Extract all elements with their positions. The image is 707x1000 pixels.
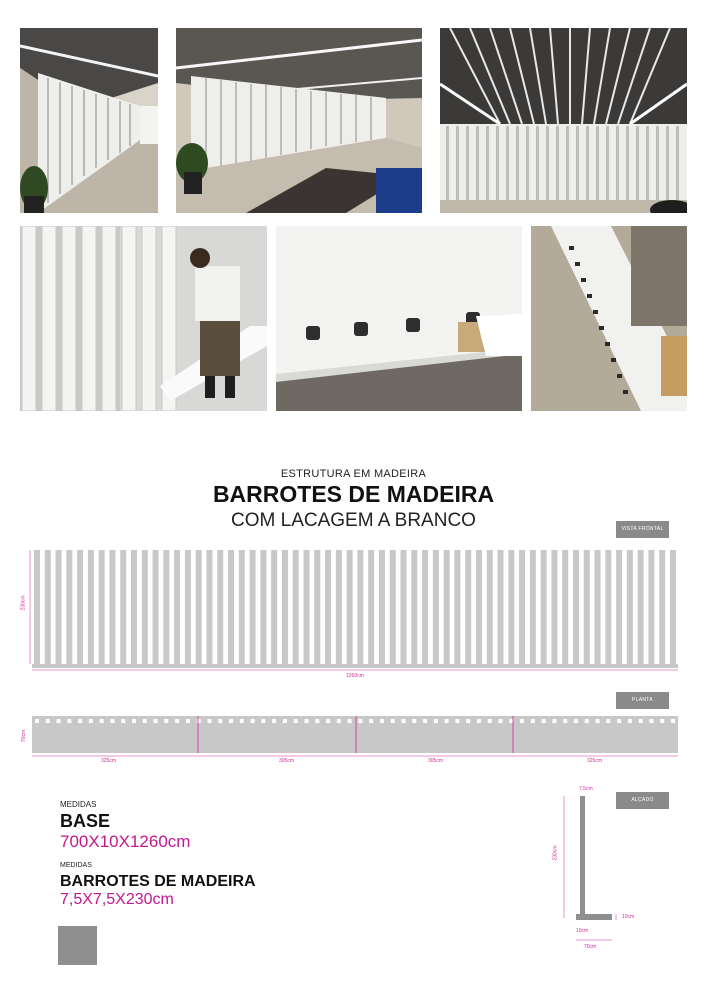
front-bar	[206, 550, 212, 664]
front-bar	[616, 550, 622, 664]
front-bar	[88, 550, 94, 664]
front-bar	[659, 550, 665, 664]
photo-wall-front-view	[440, 28, 687, 213]
plan-bar-position	[660, 719, 664, 723]
plan-bar-position	[358, 719, 362, 723]
plan-bar-position	[326, 719, 330, 723]
front-bar	[314, 550, 320, 664]
front-bar	[573, 550, 579, 664]
front-bar	[357, 550, 363, 664]
elevation-height-label: 230cm	[552, 845, 559, 861]
plan-bar-position	[164, 719, 168, 723]
elevation-width-label: 70cm	[584, 944, 597, 950]
front-bar	[541, 550, 547, 664]
plan-bar-position	[89, 719, 93, 723]
plan-bar-position	[574, 719, 578, 723]
elevation-base-label: 10cm	[576, 928, 589, 934]
plan-view-drawing	[32, 716, 678, 756]
front-bar	[508, 550, 514, 664]
photo-base-board-top	[531, 226, 687, 411]
plan-bar-position	[110, 719, 114, 723]
plan-bar-position	[412, 719, 416, 723]
front-bar	[260, 550, 266, 664]
front-bar	[433, 550, 439, 664]
front-bar	[454, 550, 460, 664]
front-bar	[487, 550, 493, 664]
plan-bar-position	[337, 719, 341, 723]
plan-bar-position	[445, 719, 449, 723]
front-bar	[627, 550, 633, 664]
plan-bar-position	[477, 719, 481, 723]
elevation-side-label: 10cm	[622, 914, 635, 920]
material-swatch	[58, 926, 97, 965]
front-bar	[530, 550, 536, 664]
plan-bar-position	[348, 719, 352, 723]
section-subtitle: ESTRUTURA EM MADEIRA	[280, 468, 427, 480]
plan-bar-position	[563, 719, 567, 723]
plan-bar-position	[121, 719, 125, 723]
front-bar	[648, 550, 654, 664]
tag-elevation-view: ALÇADO	[616, 792, 669, 809]
plan-bar-position	[617, 719, 621, 723]
front-bar	[142, 550, 148, 664]
plan-bar-position	[380, 719, 384, 723]
plan-bar-position	[499, 719, 503, 723]
plan-bar-position	[315, 719, 319, 723]
plan-bar-position	[531, 719, 535, 723]
front-bar	[217, 550, 223, 664]
plan-bar-positions	[35, 719, 675, 723]
plan-bar-position	[143, 719, 147, 723]
tag-plan-view: PLANTA	[616, 692, 669, 709]
plan-bar-position	[304, 719, 308, 723]
photo-corridor-far	[20, 28, 158, 213]
plan-bar-position	[391, 719, 395, 723]
plan-bar-position	[488, 719, 492, 723]
measures-bars-name: BARROTES DE MADEIRA	[60, 873, 256, 890]
front-bar	[120, 550, 126, 664]
front-view-bars	[34, 550, 676, 664]
section-title: BARROTES DE MADEIRA	[212, 481, 495, 507]
plan-bar-position	[434, 719, 438, 723]
plan-bar-position	[585, 719, 589, 723]
plan-segment-3-label: 305cm	[428, 758, 444, 764]
elevation-top-label: 7,5cm	[579, 786, 593, 792]
plan-bar-position	[100, 719, 104, 723]
plan-bar-position	[154, 719, 158, 723]
plan-bar-position	[520, 719, 524, 723]
plan-bar-position	[78, 719, 82, 723]
measures-base-name: BASE	[60, 811, 111, 831]
plan-bar-position	[552, 719, 556, 723]
front-bar	[562, 550, 568, 664]
plan-bar-position	[542, 719, 546, 723]
front-bar	[595, 550, 601, 664]
plan-bar-position	[283, 719, 287, 723]
photo-base-brackets-close	[276, 226, 522, 411]
front-bar	[465, 550, 471, 664]
front-bar	[34, 550, 40, 664]
plan-bar-position	[628, 719, 632, 723]
plan-bar-position	[57, 719, 61, 723]
front-view-base	[32, 664, 678, 668]
front-bar	[638, 550, 644, 664]
plan-bar-position	[272, 719, 276, 723]
front-bar	[584, 550, 590, 664]
measures-label-bars: MEDIDAS	[60, 862, 92, 869]
front-bar	[422, 550, 428, 664]
plan-bar-position	[229, 719, 233, 723]
plan-bar-position	[251, 719, 255, 723]
plan-bar-position	[455, 719, 459, 723]
front-bar	[66, 550, 72, 664]
plan-bar-position	[197, 719, 201, 723]
front-bar	[77, 550, 83, 664]
plan-bar-position	[207, 719, 211, 723]
plan-bar-position	[369, 719, 373, 723]
plan-base	[32, 716, 678, 753]
front-bar	[196, 550, 202, 664]
front-bar	[153, 550, 159, 664]
plan-bar-position	[294, 719, 298, 723]
front-bar	[347, 550, 353, 664]
front-bar	[56, 550, 62, 664]
front-bar	[239, 550, 245, 664]
elevation-bar	[580, 796, 585, 918]
front-bar	[519, 550, 525, 664]
plan-bar-position	[132, 719, 136, 723]
measures-base-value: 700X10X1260cm	[60, 832, 191, 851]
front-bar	[99, 550, 105, 664]
plan-bar-position	[402, 719, 406, 723]
front-bar	[325, 550, 331, 664]
plan-bar-position	[671, 719, 675, 723]
front-bar	[45, 550, 51, 664]
front-bar	[336, 550, 342, 664]
elevation-base	[576, 914, 612, 920]
plan-segment-4-label: 325cm	[587, 758, 603, 764]
front-bar	[185, 550, 191, 664]
front-height-label: 230cm	[20, 595, 27, 611]
tag-front-view: VISTA FRONTAL	[616, 521, 669, 538]
front-bar	[411, 550, 417, 664]
plan-bar-position	[606, 719, 610, 723]
measures-bars-value: 7,5X7,5X230cm	[60, 891, 174, 908]
front-bar	[109, 550, 115, 664]
elevation-drawing	[564, 796, 616, 940]
plan-bar-position	[649, 719, 653, 723]
plan-bar-position	[423, 719, 427, 723]
plan-segment-2-label: 305cm	[279, 758, 295, 764]
plan-bar-position	[35, 719, 39, 723]
plan-bar-position	[596, 719, 600, 723]
front-bar	[379, 550, 385, 664]
plan-bar-position	[218, 719, 222, 723]
front-width-label: 1260cm	[346, 673, 364, 679]
plan-bar-position	[509, 719, 513, 723]
front-bar	[163, 550, 169, 664]
front-bar	[444, 550, 450, 664]
plan-bar-position	[175, 719, 179, 723]
plan-bar-position	[240, 719, 244, 723]
front-bar	[401, 550, 407, 664]
front-bar	[303, 550, 309, 664]
front-bar	[282, 550, 288, 664]
front-bar	[551, 550, 557, 664]
front-bar	[390, 550, 396, 664]
front-bar	[131, 550, 137, 664]
front-bar	[368, 550, 374, 664]
front-bar	[228, 550, 234, 664]
plan-bar-position	[639, 719, 643, 723]
front-bar	[476, 550, 482, 664]
plan-bar-position	[186, 719, 190, 723]
measures-label-base: MEDIDAS	[60, 800, 97, 809]
front-bar	[293, 550, 299, 664]
front-bar	[498, 550, 504, 664]
section-title-secondary: COM LACAGEM A BRANCO	[231, 510, 476, 531]
front-view-drawing	[30, 550, 678, 670]
plan-bar-position	[67, 719, 71, 723]
front-bar	[250, 550, 256, 664]
front-bar	[605, 550, 611, 664]
front-bar	[670, 550, 676, 664]
plan-depth-label: 70cm	[21, 729, 28, 743]
photo-corridor-reception	[176, 28, 422, 213]
front-bar	[174, 550, 180, 664]
plan-segment-1-label: 325cm	[101, 758, 117, 764]
front-bar	[271, 550, 277, 664]
plan-bar-position	[261, 719, 265, 723]
photo-installer-at-wall	[20, 226, 267, 411]
plan-bar-position	[466, 719, 470, 723]
plan-bar-position	[46, 719, 50, 723]
